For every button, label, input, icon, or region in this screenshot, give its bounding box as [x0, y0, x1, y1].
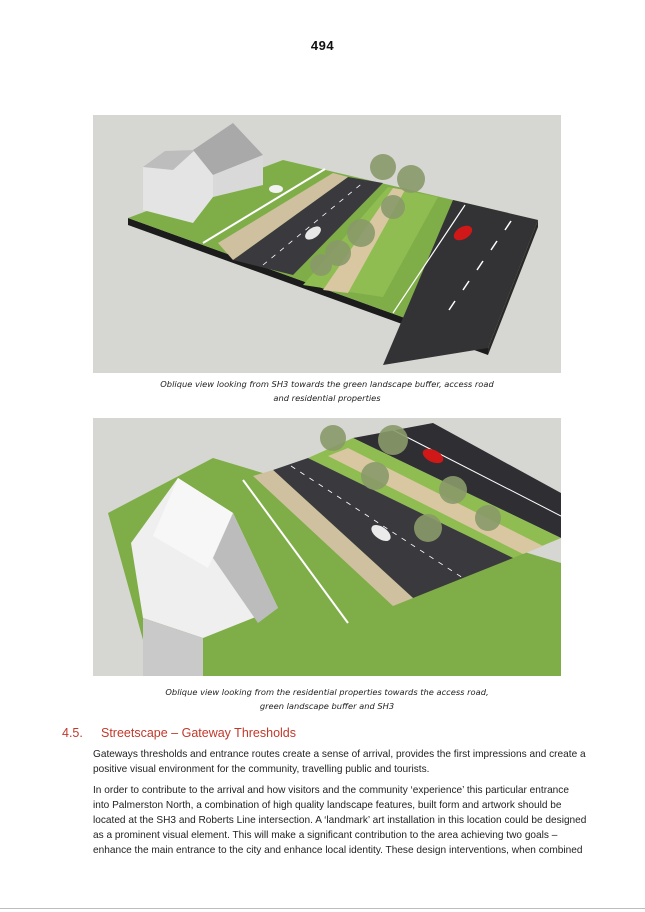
paragraph-line: as a prominent visual element. This will make a significant contribution to the area achieving two goals –: [93, 830, 558, 841]
caption-line: and residential properties: [273, 393, 381, 403]
section-heading: [62, 726, 296, 740]
page-number: 494: [310, 38, 335, 53]
paragraph: [93, 747, 593, 777]
figure-oblique-view-from-sh3: [93, 115, 561, 373]
paragraph-line: positive visual environment for the community, travelling public and tourists.: [93, 764, 430, 775]
figure-oblique-view-from-residential: [93, 418, 561, 676]
paragraph-line: Gateways thresholds and entrance routes create a sense of arrival, provides the first impressions and create a: [93, 749, 586, 760]
paragraph-line: In order to contribute to the arrival and how visitors and the community ‘experience’ this particular entrance: [93, 785, 569, 796]
streetscape-render-1: [93, 115, 561, 373]
paragraph-line: enhance the main entrance to the city and enhance local identity. These design interventions, when combined: [93, 845, 583, 856]
caption-line: Oblique view looking from the residential properties towards the access road,: [165, 687, 489, 697]
paragraph: [93, 783, 593, 858]
paragraph-line: into Palmerston North, a combination of high quality landscape features, built form and artwork should be: [93, 800, 562, 811]
section-title: Streetscape – Gateway Thresholds: [101, 726, 297, 740]
figure-2-caption: [93, 685, 561, 713]
paragraph-line: located at the SH3 and Roberts Line intersection. A ‘landmark’ art installation in this location could be designed: [93, 815, 587, 826]
caption-line: Oblique view looking from SH3 towards the green landscape buffer, access road: [160, 379, 494, 389]
parked-car: [269, 185, 283, 193]
section-number: 4.5.: [62, 726, 83, 740]
page-bottom-rule: [0, 908, 645, 909]
streetscape-render-2: [93, 418, 561, 676]
figure-1-caption: [93, 377, 561, 405]
caption-line: green landscape buffer and SH3: [259, 701, 395, 711]
